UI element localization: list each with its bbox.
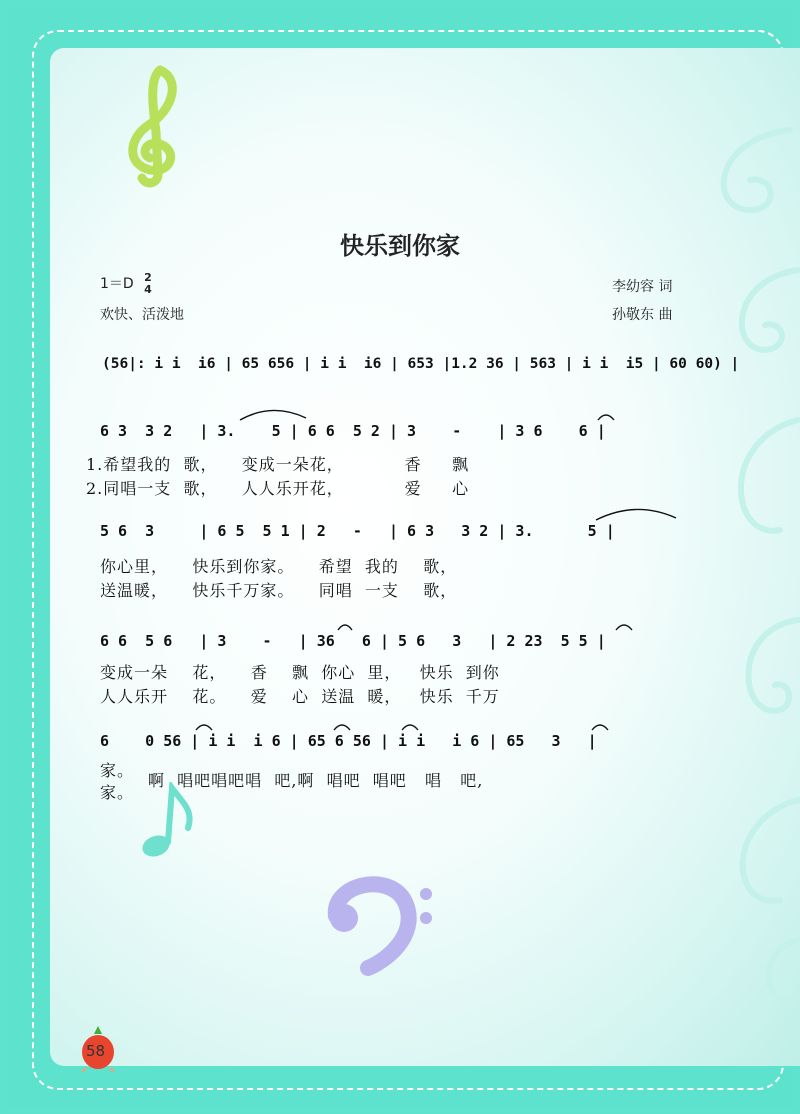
intro-notation: (56|: i i i6 | 65 656 | i i i6 | 653 |1.2 36 | 563 | i i i5 | 60 60) | — [102, 356, 740, 372]
key-label: 1＝D — [100, 276, 134, 292]
lyric-line-2-verse-1: 你心里， 快乐到你家。 希望 我的 歌， — [100, 557, 458, 576]
time-signature-top: 2 — [144, 271, 152, 284]
treble-clef-icon — [112, 62, 192, 192]
page-number-badge — [80, 1022, 116, 1072]
lyric-line-1-verse-2: 2.同唱一支 歌， 人人乐开花， 爱 心 — [86, 479, 470, 498]
lyric-line-3-verse-2: 人人乐开 花。 爱 心 送温 暖， 快乐 千万 — [100, 687, 500, 706]
page-number: 58 — [86, 1042, 106, 1060]
lyric-line-2-verse-2: 送温暖， 快乐千万家。 同唱 一支 歌， — [100, 581, 458, 600]
time-signature-bottom: 4 — [144, 283, 152, 296]
lyric-line-4-shared: 啊 唱吧唱吧唱 吧,啊 唱吧 唱吧 唱 吧, — [148, 771, 484, 790]
lyricist-credit: 李幼容 词 — [612, 279, 673, 295]
lyric-line-4-verse-1: 家。 — [100, 761, 135, 780]
notation-line-3: 6 6 5 6 | 3 - | 36 6 | 5 6 3 | 2 23 5 5 | — [100, 632, 606, 650]
time-signature — [144, 272, 152, 296]
bass-clef-icon — [318, 866, 438, 976]
notation-line-2: 5 6 3 | 6 5 5 1 | 2 - | 6 3 3 2 | 3. 5 | — [100, 522, 615, 540]
song-title: 快乐到你家 — [340, 232, 460, 260]
lyric-line-3-verse-1: 变成一朵 花， 香 飘 你心 里， 快乐 到你 — [100, 663, 500, 682]
tempo-marking: 欢快、活泼地 — [100, 307, 184, 323]
notation-line-4: 6 0 56 | i i i 6 | 65 6 56 | i i i 6 | 65 3 | — [100, 732, 597, 750]
key-signature — [100, 272, 152, 296]
lyric-line-1-verse-1: 1.希望我的 歌， 变成一朵花， 香 飘 — [86, 455, 470, 474]
notation-line-1: 6 3 3 2 | 3. 5 | 6 6 5 2 | 3 - | 3 6 6 | — [100, 422, 606, 440]
eighth-note-icon — [138, 782, 198, 862]
lyric-line-4-verse-2: 家。 — [100, 783, 135, 802]
composer-credit: 孙敬东 曲 — [612, 307, 673, 323]
